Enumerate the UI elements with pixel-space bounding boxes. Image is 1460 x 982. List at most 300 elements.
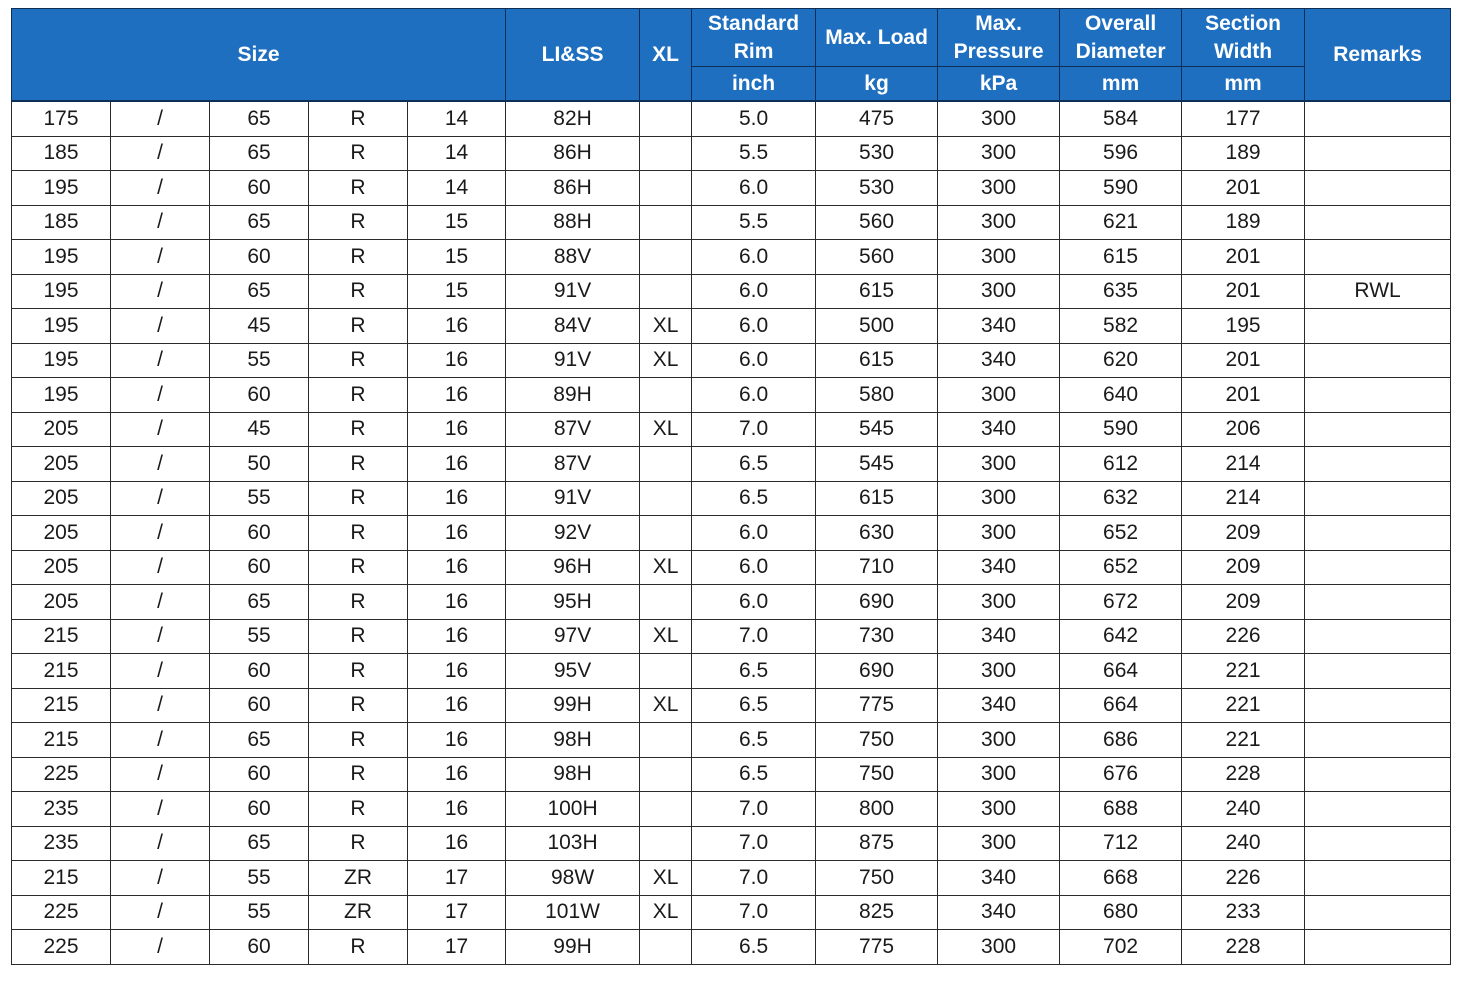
li-ss-cell: 91V [506,481,640,516]
section-width-cell: 201 [1182,274,1305,309]
li-ss-cell: 98H [506,757,640,792]
overall-diameter-cell: 584 [1060,101,1182,136]
section-width-cell: 201 [1182,343,1305,378]
overall-diameter-cell: 702 [1060,930,1182,965]
construction-cell: R [309,171,408,206]
standard-rim-cell: 7.0 [692,792,816,827]
standard-rim-cell: 7.0 [692,619,816,654]
xl-cell: XL [640,412,692,447]
max-pressure-cell: 300 [938,654,1060,689]
standard-rim-cell: 6.0 [692,171,816,206]
max-pressure-cell: 300 [938,240,1060,275]
separator-cell: / [111,826,210,861]
overall-diameter-header: Overall Diameter [1060,9,1182,67]
section-width-cell: 228 [1182,757,1305,792]
width-cell: 225 [12,757,111,792]
overall-diameter-cell: 632 [1060,481,1182,516]
rim-diameter-cell: 15 [408,274,506,309]
construction-cell: R [309,550,408,585]
pressure-unit: kPa [938,67,1060,102]
standard-rim-cell: 6.5 [692,688,816,723]
section-width-cell: 177 [1182,101,1305,136]
remarks-cell [1305,723,1451,758]
rim-diameter-cell: 16 [408,654,506,689]
xl-cell [640,516,692,551]
xl-cell: XL [640,550,692,585]
tire-spec-table [11,8,1451,965]
xl-cell: XL [640,861,692,896]
standard-rim-cell: 6.5 [692,481,816,516]
remarks-cell [1305,240,1451,275]
width-cell: 235 [12,826,111,861]
width-cell: 185 [12,136,111,171]
separator-cell: / [111,101,210,136]
table-row [12,654,1451,689]
xl-cell [640,274,692,309]
aspect-ratio-cell: 60 [210,550,309,585]
xl-cell: XL [640,343,692,378]
table-row [12,757,1451,792]
width-cell: 235 [12,792,111,827]
xl-cell [640,378,692,413]
li-ss-cell: 101W [506,895,640,930]
max-pressure-cell: 300 [938,930,1060,965]
max-pressure-cell: 300 [938,101,1060,136]
construction-cell: ZR [309,895,408,930]
table-row [12,447,1451,482]
standard-rim-cell: 6.0 [692,343,816,378]
remarks-cell [1305,481,1451,516]
section-width-cell: 214 [1182,447,1305,482]
li-ss-cell: 86H [506,136,640,171]
standard-rim-cell: 6.0 [692,585,816,620]
remarks-cell [1305,447,1451,482]
overall-diameter-cell: 582 [1060,309,1182,344]
width-cell: 205 [12,412,111,447]
aspect-ratio-cell: 60 [210,516,309,551]
separator-cell: / [111,654,210,689]
max-pressure-cell: 300 [938,136,1060,171]
aspect-ratio-cell: 65 [210,585,309,620]
max-load-cell: 825 [816,895,938,930]
standard-rim-cell: 7.0 [692,895,816,930]
max-pressure-cell: 300 [938,826,1060,861]
rim-diameter-cell: 17 [408,930,506,965]
max-load-cell: 775 [816,688,938,723]
standard-rim-cell: 6.0 [692,550,816,585]
section-width-cell: 226 [1182,861,1305,896]
overall-diameter-cell: 688 [1060,792,1182,827]
table-row [12,101,1451,136]
section-width-cell: 214 [1182,481,1305,516]
width-cell: 195 [12,240,111,275]
width-cell: 215 [12,723,111,758]
xl-cell [640,585,692,620]
overall-diameter-cell: 668 [1060,861,1182,896]
section-width-cell: 189 [1182,205,1305,240]
section-width-cell: 240 [1182,792,1305,827]
max-load-cell: 560 [816,205,938,240]
width-cell: 205 [12,481,111,516]
standard-rim-cell: 7.0 [692,861,816,896]
construction-cell: R [309,930,408,965]
rim-diameter-cell: 16 [408,585,506,620]
rim-diameter-cell: 17 [408,861,506,896]
li-ss-cell: 87V [506,447,640,482]
overall-diameter-cell: 590 [1060,412,1182,447]
overall-diameter-cell: 652 [1060,516,1182,551]
max-load-cell: 800 [816,792,938,827]
rim-diameter-cell: 16 [408,757,506,792]
table-row [12,619,1451,654]
li-ss-cell: 88H [506,205,640,240]
max-pressure-cell: 300 [938,481,1060,516]
construction-cell: R [309,412,408,447]
rim-diameter-cell: 16 [408,516,506,551]
max-load-cell: 750 [816,757,938,792]
li-ss-cell: 98H [506,723,640,758]
overall-diameter-cell: 680 [1060,895,1182,930]
max-pressure-cell: 300 [938,585,1060,620]
overall-diameter-cell: 676 [1060,757,1182,792]
standard-rim-cell: 6.5 [692,757,816,792]
standard-rim-cell: 6.0 [692,309,816,344]
xl-cell [640,930,692,965]
max-load-cell: 530 [816,136,938,171]
rim-diameter-cell: 16 [408,550,506,585]
aspect-ratio-cell: 65 [210,826,309,861]
max-load-cell: 690 [816,654,938,689]
rim-diameter-cell: 16 [408,723,506,758]
aspect-ratio-cell: 60 [210,654,309,689]
standard-rim-cell: 6.0 [692,240,816,275]
table-row [12,930,1451,965]
max-load-cell: 775 [816,930,938,965]
width-cell: 215 [12,861,111,896]
max-pressure-cell: 340 [938,412,1060,447]
aspect-ratio-cell: 45 [210,309,309,344]
construction-cell: R [309,343,408,378]
remarks-header: Remarks [1305,9,1451,102]
rim-diameter-cell: 16 [408,481,506,516]
width-cell: 195 [12,274,111,309]
xl-cell: XL [640,619,692,654]
max-pressure-cell: 300 [938,757,1060,792]
overall-diameter-cell: 635 [1060,274,1182,309]
construction-cell: R [309,654,408,689]
standard-rim-cell: 6.0 [692,516,816,551]
li-ss-cell: 95H [506,585,640,620]
standard-rim-cell: 5.5 [692,205,816,240]
width-cell: 225 [12,895,111,930]
table-row [12,205,1451,240]
rim-diameter-cell: 16 [408,619,506,654]
rim-diameter-cell: 16 [408,792,506,827]
xl-cell: XL [640,309,692,344]
table-row [12,481,1451,516]
max-pressure-cell: 340 [938,861,1060,896]
table-row [12,378,1451,413]
standard-rim-cell: 6.0 [692,378,816,413]
rim-diameter-cell: 15 [408,240,506,275]
separator-cell: / [111,136,210,171]
overall-diameter-cell: 672 [1060,585,1182,620]
separator-cell: / [111,930,210,965]
max-pressure-cell: 300 [938,447,1060,482]
table-row [12,826,1451,861]
aspect-ratio-cell: 65 [210,205,309,240]
construction-cell: R [309,585,408,620]
separator-cell: / [111,378,210,413]
standard-rim-cell: 6.5 [692,654,816,689]
separator-cell: / [111,619,210,654]
section-width-cell: 201 [1182,240,1305,275]
max-load-cell: 710 [816,550,938,585]
remarks-cell [1305,171,1451,206]
max-load-cell: 730 [816,619,938,654]
rim-diameter-cell: 16 [408,688,506,723]
standard-rim-cell: 7.0 [692,412,816,447]
aspect-ratio-cell: 55 [210,619,309,654]
li-ss-cell: 95V [506,654,640,689]
width-cell: 215 [12,619,111,654]
construction-cell: R [309,309,408,344]
xl-cell [640,481,692,516]
remarks-cell [1305,343,1451,378]
aspect-ratio-cell: 60 [210,688,309,723]
li-ss-cell: 88V [506,240,640,275]
xl-cell [640,757,692,792]
li-ss-header: LI&SS [506,9,640,102]
li-ss-cell: 91V [506,274,640,309]
overall-diameter-cell: 664 [1060,654,1182,689]
size-header: Size [12,9,506,102]
section-width-cell: 195 [1182,309,1305,344]
separator-cell: / [111,895,210,930]
xl-header: XL [640,9,692,102]
table-row [12,171,1451,206]
width-cell: 225 [12,930,111,965]
separator-cell: / [111,274,210,309]
max-pressure-cell: 300 [938,274,1060,309]
max-load-cell: 615 [816,274,938,309]
aspect-ratio-cell: 55 [210,343,309,378]
xl-cell [640,792,692,827]
construction-cell: R [309,481,408,516]
xl-cell [640,171,692,206]
li-ss-cell: 84V [506,309,640,344]
construction-cell: R [309,757,408,792]
separator-cell: / [111,723,210,758]
li-ss-cell: 99H [506,930,640,965]
li-ss-cell: 97V [506,619,640,654]
remarks-cell [1305,895,1451,930]
aspect-ratio-cell: 60 [210,757,309,792]
max-pressure-cell: 340 [938,550,1060,585]
max-pressure-header: Max. Pressure [938,9,1060,67]
remarks-cell [1305,309,1451,344]
section-width-cell: 221 [1182,654,1305,689]
overall-diameter-cell: 664 [1060,688,1182,723]
remarks-cell [1305,757,1451,792]
max-load-cell: 615 [816,343,938,378]
li-ss-cell: 87V [506,412,640,447]
section-width-cell: 209 [1182,516,1305,551]
width-cell: 195 [12,309,111,344]
remarks-cell [1305,688,1451,723]
overall-diameter-cell: 712 [1060,826,1182,861]
max-pressure-cell: 300 [938,516,1060,551]
rim-unit: inch [692,67,816,102]
table-row [12,861,1451,896]
rim-diameter-cell: 14 [408,136,506,171]
xl-cell [640,826,692,861]
separator-cell: / [111,309,210,344]
remarks-cell [1305,101,1451,136]
overall-diameter-cell: 652 [1060,550,1182,585]
xl-cell [640,205,692,240]
width-cell: 205 [12,585,111,620]
remarks-cell [1305,792,1451,827]
remarks-cell [1305,861,1451,896]
table-row [12,136,1451,171]
max-pressure-cell: 340 [938,688,1060,723]
width-cell: 205 [12,550,111,585]
table-row [12,516,1451,551]
max-load-cell: 545 [816,412,938,447]
construction-cell: R [309,688,408,723]
table-row [12,895,1451,930]
overall-diameter-cell: 621 [1060,205,1182,240]
aspect-ratio-cell: 45 [210,412,309,447]
width-cell: 205 [12,516,111,551]
aspect-ratio-cell: 55 [210,861,309,896]
construction-cell: R [309,378,408,413]
standard-rim-cell: 7.0 [692,826,816,861]
separator-cell: / [111,412,210,447]
max-load-cell: 750 [816,861,938,896]
table-row [12,343,1451,378]
max-load-cell: 750 [816,723,938,758]
construction-cell: R [309,136,408,171]
remarks-cell: RWL [1305,274,1451,309]
construction-cell: R [309,274,408,309]
standard-rim-cell: 6.5 [692,723,816,758]
separator-cell: / [111,861,210,896]
section-width-cell: 240 [1182,826,1305,861]
max-load-cell: 560 [816,240,938,275]
xl-cell [640,723,692,758]
width-cell: 195 [12,343,111,378]
remarks-cell [1305,585,1451,620]
aspect-ratio-cell: 60 [210,378,309,413]
standard-rim-cell: 5.0 [692,101,816,136]
construction-cell: R [309,101,408,136]
rim-diameter-cell: 16 [408,309,506,344]
construction-cell: R [309,826,408,861]
max-pressure-cell: 300 [938,205,1060,240]
aspect-ratio-cell: 50 [210,447,309,482]
remarks-cell [1305,516,1451,551]
li-ss-cell: 86H [506,171,640,206]
rim-diameter-cell: 16 [408,378,506,413]
separator-cell: / [111,240,210,275]
table-row [12,792,1451,827]
xl-cell [640,101,692,136]
construction-cell: R [309,205,408,240]
aspect-ratio-cell: 60 [210,171,309,206]
standard-rim-cell: 6.5 [692,447,816,482]
rim-diameter-cell: 14 [408,101,506,136]
remarks-cell [1305,826,1451,861]
max-load-header: Max. Load [816,9,938,67]
max-load-cell: 545 [816,447,938,482]
max-pressure-cell: 300 [938,378,1060,413]
overall-diameter-cell: 615 [1060,240,1182,275]
rim-diameter-cell: 16 [408,447,506,482]
max-load-cell: 690 [816,585,938,620]
max-pressure-cell: 300 [938,171,1060,206]
xl-cell [640,136,692,171]
remarks-cell [1305,378,1451,413]
section-width-cell: 228 [1182,930,1305,965]
table-row [12,309,1451,344]
xl-cell [640,240,692,275]
separator-cell: / [111,205,210,240]
aspect-ratio-cell: 65 [210,723,309,758]
standard-rim-cell: 6.5 [692,930,816,965]
rim-diameter-cell: 16 [408,343,506,378]
standard-rim-cell: 6.0 [692,274,816,309]
width-cell: 175 [12,101,111,136]
width-cell: 215 [12,688,111,723]
max-pressure-cell: 340 [938,309,1060,344]
overall-diameter-cell: 640 [1060,378,1182,413]
li-ss-cell: 89H [506,378,640,413]
xl-cell [640,654,692,689]
separator-cell: / [111,688,210,723]
separator-cell: / [111,481,210,516]
construction-cell: R [309,792,408,827]
aspect-ratio-cell: 60 [210,792,309,827]
width-cell: 195 [12,171,111,206]
section-width-cell: 233 [1182,895,1305,930]
remarks-cell [1305,550,1451,585]
table-body [12,101,1451,964]
xl-cell: XL [640,688,692,723]
construction-cell: R [309,240,408,275]
section-width-cell: 221 [1182,723,1305,758]
remarks-cell [1305,136,1451,171]
section-width-cell: 226 [1182,619,1305,654]
remarks-cell [1305,205,1451,240]
load-unit: kg [816,67,938,102]
remarks-cell [1305,654,1451,689]
max-pressure-cell: 340 [938,619,1060,654]
table-row [12,550,1451,585]
li-ss-cell: 103H [506,826,640,861]
rim-diameter-cell: 17 [408,895,506,930]
max-pressure-cell: 300 [938,792,1060,827]
width-unit: mm [1182,67,1305,102]
construction-cell: R [309,619,408,654]
overall-diameter-cell: 620 [1060,343,1182,378]
separator-cell: / [111,585,210,620]
li-ss-cell: 96H [506,550,640,585]
table-row [12,240,1451,275]
rim-diameter-cell: 15 [408,205,506,240]
construction-cell: R [309,723,408,758]
